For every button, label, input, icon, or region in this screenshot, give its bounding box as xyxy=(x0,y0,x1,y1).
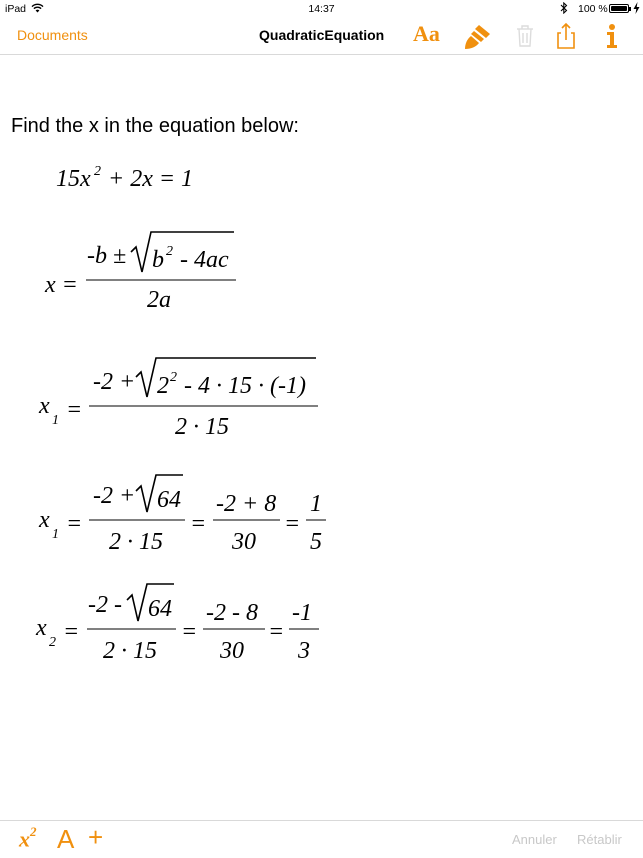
font-format-button[interactable]: Aa xyxy=(413,21,440,46)
formula-denominator: 2a xyxy=(147,287,171,313)
step1-numerator-prefix: -2 + xyxy=(93,369,136,395)
step2-denominator: 2 · 15 xyxy=(109,529,163,555)
step3-equals-2: = xyxy=(181,619,198,645)
formula-radicand-rest: - 4ac xyxy=(180,247,229,273)
carrier-label: iPad xyxy=(5,3,27,15)
step1-radicand-base: 2 xyxy=(157,373,169,399)
equation-rest: + 2x = 1 xyxy=(108,166,194,192)
document-canvas[interactable] xyxy=(0,55,643,820)
insert-math-button[interactable] xyxy=(19,826,37,852)
step2-denominator-2: 30 xyxy=(232,529,256,555)
step2-variable: x xyxy=(39,507,50,533)
step3-numerator-prefix: -2 - xyxy=(88,592,122,618)
step2-numerator-3: 1 xyxy=(310,491,322,517)
brush-icon[interactable] xyxy=(463,22,493,50)
step1-subscript: 1 xyxy=(52,413,59,428)
charging-icon xyxy=(633,2,640,17)
undo-button[interactable]: Annuler xyxy=(512,832,557,847)
step2-equals-3: = xyxy=(284,511,301,537)
step3-variable: x xyxy=(36,615,47,641)
step2-radicand: 64 xyxy=(157,487,181,513)
step3-denominator-2: 30 xyxy=(220,638,244,664)
step-2 xyxy=(38,475,326,555)
formula-lhs: x = xyxy=(45,272,78,298)
formula-numerator-prefix: -b ± xyxy=(87,243,127,269)
share-icon[interactable] xyxy=(553,22,583,50)
step1-denominator: 2 · 15 xyxy=(175,414,229,440)
step3-equals-1: = xyxy=(63,619,80,645)
formula-radicand-b: b xyxy=(152,247,164,273)
battery-tip xyxy=(629,7,631,11)
battery-percent: 100 % xyxy=(578,3,608,15)
status-bar xyxy=(0,0,643,18)
math-button-base: x xyxy=(19,826,30,852)
equation-exponent: 2 xyxy=(94,164,101,179)
step1-radicand-rest: - 4 · 15 · (-1) xyxy=(184,373,306,399)
bluetooth-icon xyxy=(560,2,568,17)
step1-variable: x xyxy=(39,393,50,419)
equation-line xyxy=(56,164,193,192)
math-button-exponent: 2 xyxy=(30,824,37,839)
battery-icon xyxy=(609,4,629,13)
step3-numerator-3: -1 xyxy=(292,600,312,626)
step3-denominator: 2 · 15 xyxy=(103,638,157,664)
formula-radicand-exponent: 2 xyxy=(166,244,173,259)
step2-equals-1: = xyxy=(66,511,83,537)
insert-text-button[interactable]: A xyxy=(57,824,75,854)
quadratic-formula xyxy=(44,232,236,313)
equation-term: 15x xyxy=(56,166,91,192)
document-title: QuadraticEquation xyxy=(259,27,385,43)
info-icon[interactable] xyxy=(600,22,630,50)
step2-equals-2: = xyxy=(190,511,207,537)
step-1 xyxy=(38,358,318,440)
add-button[interactable]: + xyxy=(88,822,104,852)
trash-icon[interactable] xyxy=(513,22,543,50)
step2-numerator-prefix: -2 + xyxy=(93,483,136,509)
step-3 xyxy=(35,584,319,664)
step3-denominator-3: 3 xyxy=(298,638,310,664)
step3-radicand: 64 xyxy=(148,596,172,622)
documents-back-button[interactable]: Documents xyxy=(17,27,88,43)
step2-numerator-2: -2 + 8 xyxy=(216,491,277,517)
bottom-toolbar xyxy=(0,820,643,858)
step3-subscript: 2 xyxy=(49,635,56,650)
equations-canvas xyxy=(0,55,643,820)
redo-button[interactable]: Rétablir xyxy=(577,832,622,847)
step3-equals-3: = xyxy=(268,619,285,645)
prompt-text[interactable]: Find the x in the equation below: xyxy=(11,115,299,137)
navigation-bar xyxy=(0,18,643,55)
clock-label: 14:37 xyxy=(308,3,335,15)
step3-numerator-2: -2 - 8 xyxy=(206,600,258,626)
step1-radicand-exponent: 2 xyxy=(170,370,177,385)
step2-denominator-3: 5 xyxy=(310,529,322,555)
step1-equals: = xyxy=(66,397,83,423)
step2-subscript: 1 xyxy=(52,527,59,542)
